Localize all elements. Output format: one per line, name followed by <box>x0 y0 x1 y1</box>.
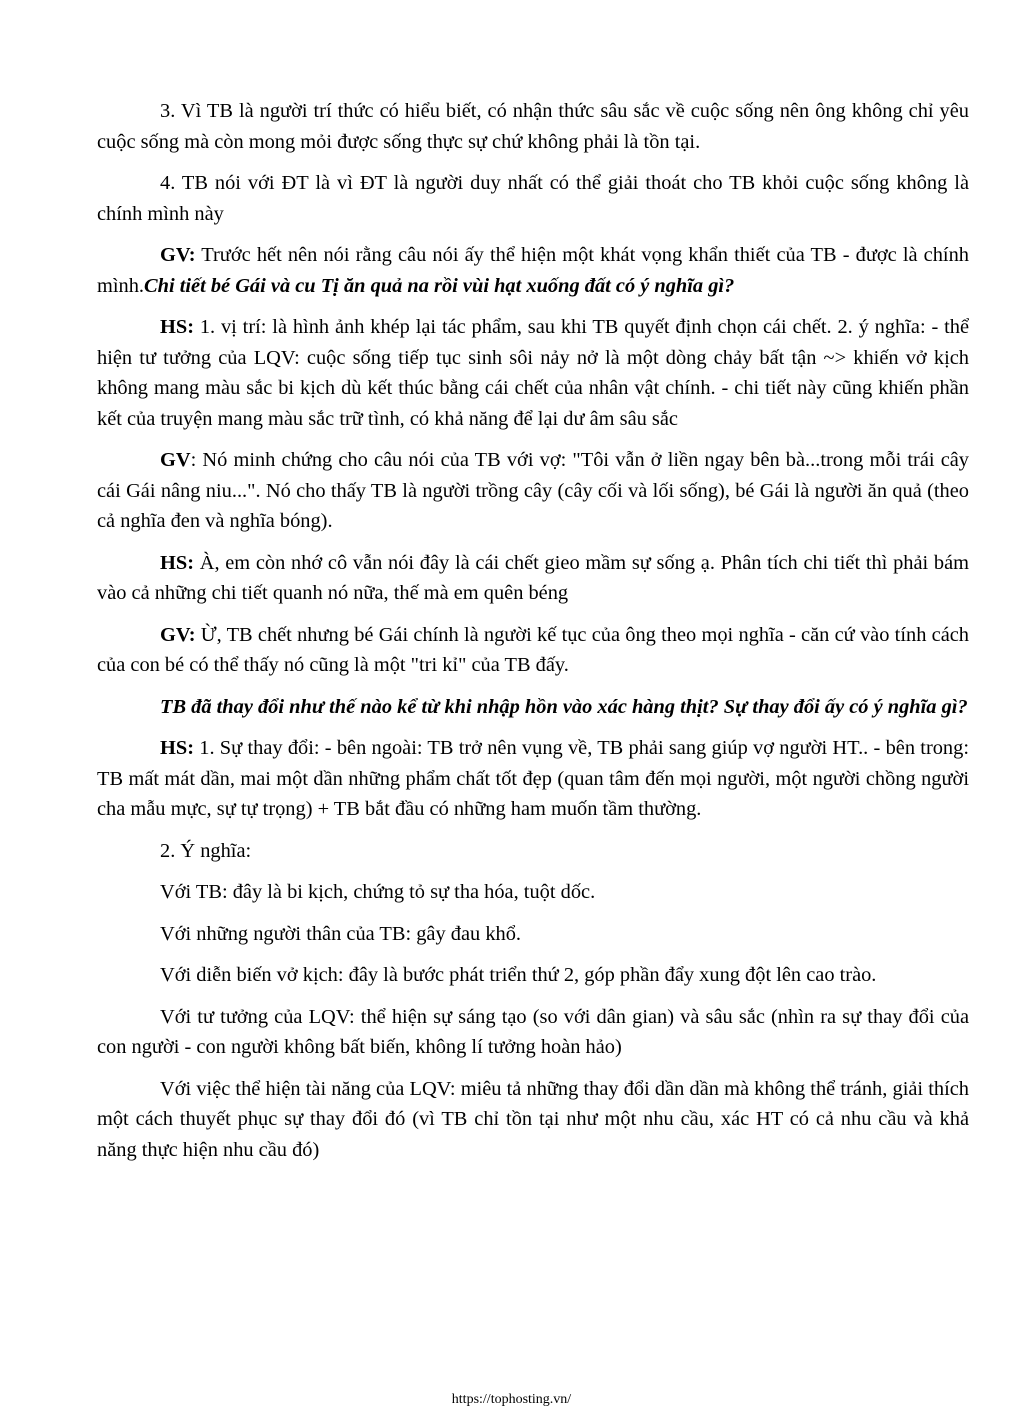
paragraph-p8 <box>97 692 969 723</box>
speaker-label: GV <box>160 449 191 471</box>
paragraph-p4 <box>97 312 969 434</box>
paragraph-text: 2. Ý nghĩa: <box>160 839 252 862</box>
paragraph-text: 4. TB nói với ĐT là vì ĐT là người duy nhất có thể giải thoát cho TB khỏi cuộc sống không là chính mình này <box>97 172 969 225</box>
speaker-label: GV: <box>160 244 196 266</box>
paragraph-p2 <box>97 168 969 229</box>
paragraph-p14 <box>97 1002 969 1063</box>
speaker-label: HS: <box>160 316 194 338</box>
paragraph-text: Với TB: đây là bi kịch, chứng tỏ sự tha hóa, tuột dốc. <box>160 881 596 903</box>
paragraph-p11 <box>97 877 969 908</box>
paragraph-p3 <box>97 240 969 301</box>
paragraph-p12 <box>97 919 969 950</box>
question-text: Chi tiết bé Gái và cu Tị ăn quả na rồi vùi hạt xuống đất có ý nghĩa gì? <box>144 274 735 297</box>
paragraph-text: Với việc thể hiện tài năng của LQV: miêu tả những thay đổi dần dần mà không thể tránh, giải thích một cách thuyết phục sự thay đổi đó (vì TB chỉ tồn tại như một nhu cầu, xác HT có cả nhu cầu và khả năng thực hiện nhu cầu đó) <box>97 1077 969 1161</box>
paragraph-text: : Nó minh chứng cho câu nói của TB với vợ: "Tôi vẫn ở liền ngay bên bà...trong mỗi trái cây cái Gái nâng niu...". Nó cho thấy TB là người trồng cây (cây cối và lối sống), bé Gái là người ăn quả (theo cả nghĩa đen và nghĩa bóng). <box>97 449 969 532</box>
paragraph-p15 <box>97 1074 969 1166</box>
speaker-label: HS: <box>160 737 194 759</box>
paragraph-p7 <box>97 620 969 681</box>
speaker-label: HS: <box>160 551 194 574</box>
paragraph-text: Với những người thân của TB: gây đau khổ. <box>160 922 521 945</box>
paragraph-text: Với tư tưởng của LQV: thể hiện sự sáng tạo (so với dân gian) và sâu sắc (nhìn ra sự thay đổi của con người - con người không bất biến, không lí tưởng hoàn hảo) <box>97 1005 969 1058</box>
document-body <box>97 96 969 1176</box>
paragraph-text: 3. Vì TB là người trí thức có hiểu biết, có nhận thức sâu sắc về cuộc sống nên ông không chỉ yêu cuộc sống mà còn mong mỏi được sống thực sự chứ không phải là tồn tại. <box>97 100 969 153</box>
paragraph-p6 <box>97 548 969 609</box>
paragraph-text: 1. Sự thay đổi: - bên ngoài: TB trở nên vụng về, TB phải sang giúp vợ người HT.. - bên trong: TB mất mát dần, mai một dần những phẩm chất tốt đẹp (quan tâm đến mọi người, một người chồng người cha mẫu mực, sự tự trọng) + TB bắt đầu có những ham muốn tầm thường. <box>97 737 969 820</box>
footer-url[interactable]: https://tophosting.vn/ <box>451 1392 572 1407</box>
paragraph-text: Trước hết nên nói rằng câu nói ấy thể hiện một khát vọng khẩn thiết của TB - được là chính mình. <box>97 244 969 297</box>
paragraph-text: À, em còn nhớ cô vẫn nói đây là cái chết gieo mầm sự sống ạ. Phân tích chi tiết thì phải bám vào cả những chi tiết quanh nó nữa, thế mà em quên béng <box>97 551 969 604</box>
question-text: TB đã thay đổi như thế nào kể từ khi nhập hồn vào xác hàng thịt? Sự thay đổi ấy có ý nghĩa gì? <box>160 695 968 718</box>
paragraph-p9 <box>97 733 969 825</box>
paragraph-p13 <box>97 960 969 991</box>
paragraph-p1 <box>97 96 969 157</box>
paragraph-p10 <box>97 836 969 867</box>
speaker-label: GV: <box>160 623 196 646</box>
paragraph-p5 <box>97 445 969 537</box>
paragraph-text: Với diễn biến vở kịch: đây là bước phát triển thứ 2, góp phần đẩy xung đột lên cao trào. <box>160 964 877 986</box>
paragraph-text: 1. vị trí: là hình ảnh khép lại tác phẩm, sau khi TB quyết định chọn cái chết. 2. ý nghĩa: - thể hiện tư tưởng của LQV: cuộc sống tiếp tục sinh sôi nảy nở là một dòng chảy bất tận ~> khiến vở kịch không mang màu sắc bi kịch dù kết thúc bằng cái chết của nhân vật chính. - chi tiết này cũng khiến phần kết của truyện mang màu sắc trữ tình, có khả năng để lại dư âm sâu sắc <box>97 316 969 430</box>
paragraph-text: Ừ, TB chết nhưng bé Gái chính là người kế tục của ông theo mọi nghĩa - căn cứ vào tính cách của con bé có thể thấy nó cũng là một "tri kỉ" của TB đấy. <box>97 623 969 676</box>
